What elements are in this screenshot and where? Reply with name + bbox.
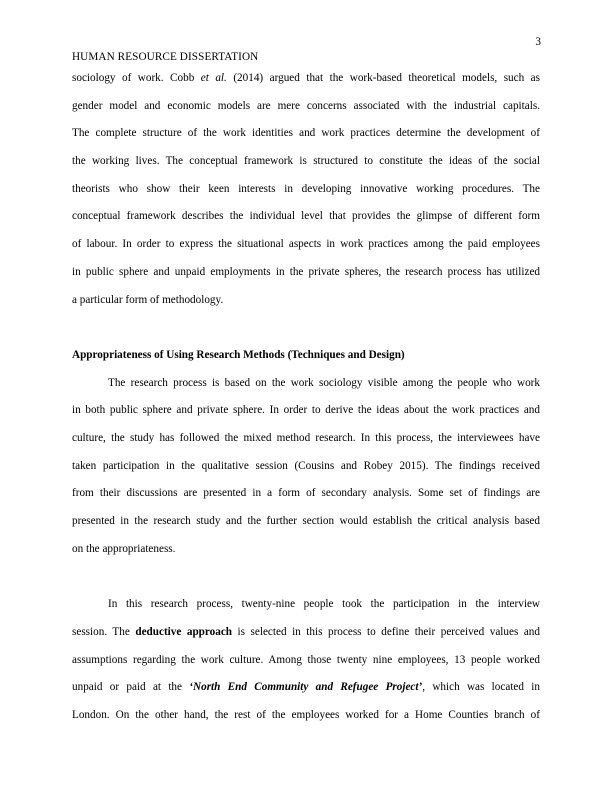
text-line: in public sphere and unpaid employments in the private spheres, the research process has utilized <box>72 265 540 278</box>
text-line: London. On the other hand, the rest of the employees worked for a Home Counties branch of <box>72 709 540 722</box>
text-line: theorists who show their keen interests in developing innovative working procedures. The <box>72 182 540 195</box>
bold-text: deductive approach <box>135 626 233 639</box>
text-line: The research process is based on the work sociology visible among the people who work <box>108 376 540 389</box>
paragraph-3 <box>72 591 540 729</box>
text-line: conceptual framework describes the individual level that provides the glimpse of different form <box>72 210 540 223</box>
text-line: in both public sphere and private sphere. In order to derive the ideas about the work practices and <box>72 404 540 417</box>
text-line: In this research process, twenty-nine people took the participation in the interview <box>108 598 540 611</box>
section-heading: Appropriateness of Using Research Methods (Techniques and Design) <box>72 348 405 361</box>
paragraph-1 <box>72 65 540 314</box>
text-line: of labour. In order to express the situational aspects in work practices among the paid employees <box>72 238 540 251</box>
text-line: unpaid or paid at the ‘North End Community and Refugee Project’, which was located in <box>72 681 540 694</box>
page-number: 3 <box>535 36 541 48</box>
text-line: sociology of work. Cobb et al. (2014) argued that the work-based theoretical models, such as <box>72 72 540 84</box>
text-line: from their discussions are presented in a form of secondary analysis. Some set of findings are <box>72 487 540 500</box>
document-body <box>72 65 540 730</box>
running-head: HUMAN RESOURCE DISSERTATION <box>72 51 259 63</box>
text-line: presented in the research study and the further section would establish the critical analysis based <box>72 515 540 527</box>
text-line: a particular form of methodology. <box>72 293 224 306</box>
text-line: gender model and economic models are mere concerns associated with the industrial capitals. <box>72 99 540 112</box>
text-line: taken participation in the qualitative session (Cousins and Robey 2015). The findings received <box>72 459 540 472</box>
paragraph-2 <box>72 370 540 564</box>
bold-italic-text: ‘North End Community and Refugee Project’ <box>189 681 423 694</box>
text-line: the working lives. The conceptual framework is structured to constitute the ideas of the social <box>72 155 540 168</box>
text-line: session. The deductive approach is selected in this process to define their perceived values and <box>72 626 540 639</box>
text-line: on the appropriateness. <box>72 542 176 555</box>
text-line: assumptions regarding the work culture. Among those twenty nine employees, 13 people worked <box>72 653 540 666</box>
text-line: culture, the study has followed the mixed method research. In this process, the interviewees have <box>72 431 540 444</box>
italic-text: et al. <box>200 72 227 84</box>
text-line: The complete structure of the work identities and work practices determine the development of <box>72 127 540 140</box>
